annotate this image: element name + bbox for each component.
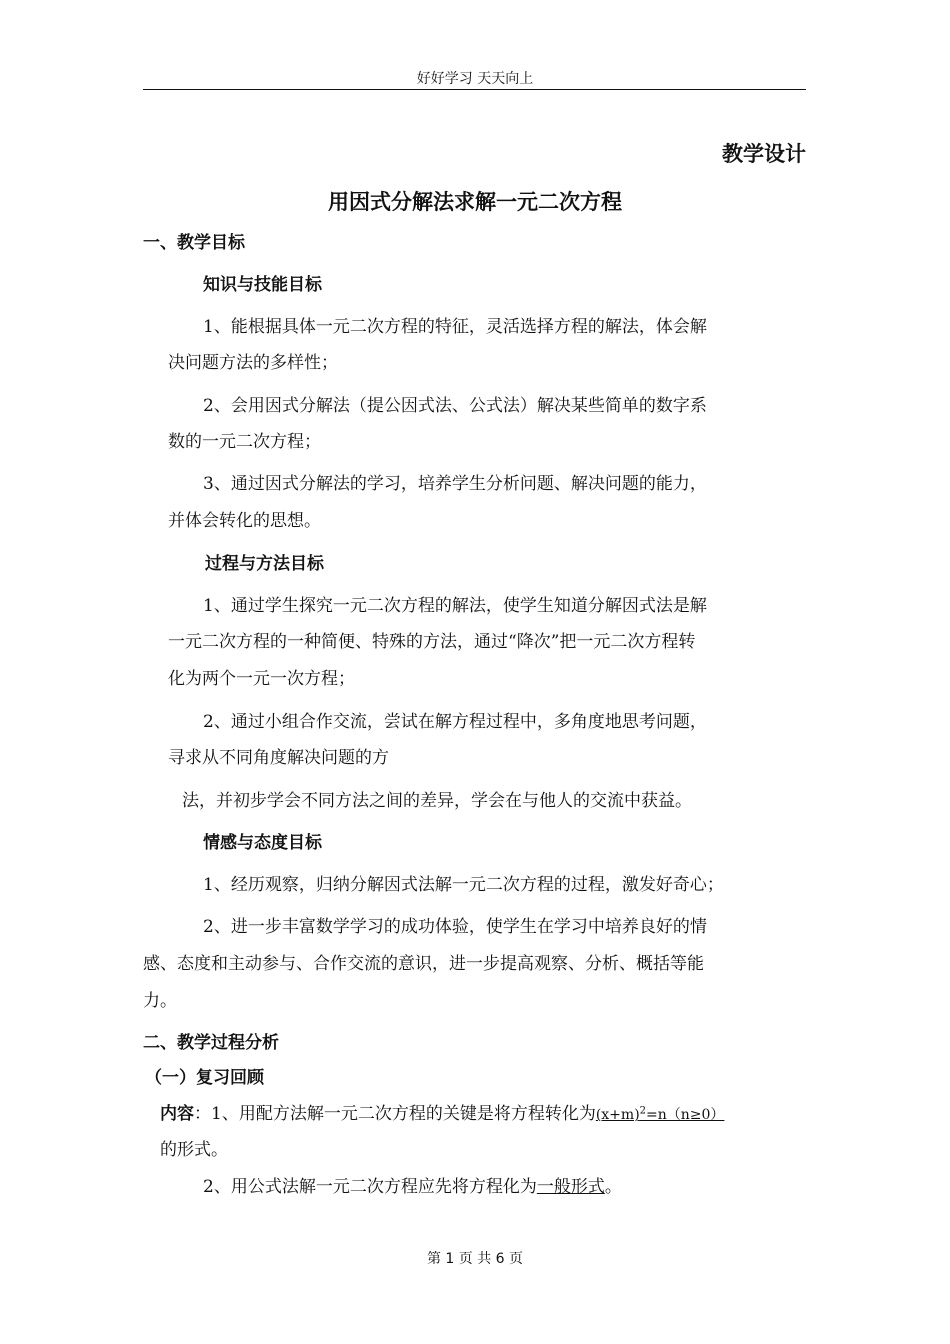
page-header: 好好学习 天天向上: [416, 71, 534, 87]
paragraph-line: 化为两个一元一次方程；: [168, 669, 355, 689]
paragraph-line: 法，并初步学会不同方法之间的差异，学会在与他人的交流中获益。: [182, 791, 692, 811]
content-label: 内容: [160, 1104, 194, 1124]
page-footer: 第 1 页 共 6 页: [426, 1251, 524, 1267]
page-title: 用因式分解法求解一元二次方程: [328, 190, 622, 214]
header-rule: [143, 89, 806, 90]
paragraph-line: 一元二次方程的一种简便、特殊的方法，通过“降次”把一元二次方程转: [168, 632, 696, 652]
paragraph-line: 1、经历观察，归纳分解因式法解一元二次方程的过程，激发好奇心；: [203, 875, 724, 895]
content-colon: ：: [194, 1104, 211, 1124]
paragraph-line: 数的一元二次方程；: [168, 432, 321, 452]
answer-blank: 一般形式: [536, 1177, 605, 1197]
section-heading-objectives: 一、教学目标: [143, 233, 245, 253]
doc-label: 教学设计: [722, 142, 806, 166]
paragraph-line: 2、通过小组合作交流，尝试在解方程过程中，多角度地思考问题，: [203, 712, 707, 732]
paragraph-line: 3、通过因式分解法的学习，培养学生分析问题、解决问题的能力，: [203, 474, 707, 494]
paragraph-line: 2、会用因式分解法（提公因式法、公式法）解决某些简单的数字系: [203, 396, 707, 416]
paragraph-line: 决问题方法的多样性；: [168, 353, 338, 373]
review-line-2: 2、用公式法解一元二次方程应先将方程化为一般形式。: [203, 1177, 622, 1197]
section-heading-process-analysis: 二、教学过程分析: [143, 1033, 279, 1053]
paragraph-line: 1、能根据具体一元二次方程的特征，灵活选择方程的解法，体会解: [203, 317, 707, 337]
review-text: 2、用公式法解一元二次方程应先将方程化为: [203, 1177, 537, 1197]
subheading-emotion: 情感与态度目标: [203, 833, 322, 853]
subheading-knowledge: 知识与技能目标: [203, 275, 322, 295]
paragraph-line: 2、进一步丰富数学学习的成功体验，使学生在学习中培养良好的情: [203, 917, 707, 937]
subheading-process: 过程与方法目标: [205, 554, 324, 574]
review-text: 1、用配方法解一元二次方程的关键是将方程转化为: [211, 1104, 596, 1124]
paragraph-line: 并体会转化的思想。: [168, 511, 321, 531]
review-line-1: [160, 1099, 724, 1124]
subheading-review: （一）复习回顾: [145, 1068, 264, 1088]
paragraph-line: 的形式。: [160, 1140, 228, 1160]
paragraph-line: 寻求从不同角度解决问题的方: [168, 748, 389, 768]
paragraph-line: 感、态度和主动参与、合作交流的意识，进一步提高观察、分析、概括等能: [143, 954, 704, 974]
paragraph-line: 1、通过学生探究一元二次方程的解法，使学生知道分解因式法是解: [203, 596, 707, 616]
paragraph-line: 力。: [143, 991, 177, 1011]
answer-blank: $(x+m)^2=n(n\ge 0)$: [595, 1105, 725, 1123]
